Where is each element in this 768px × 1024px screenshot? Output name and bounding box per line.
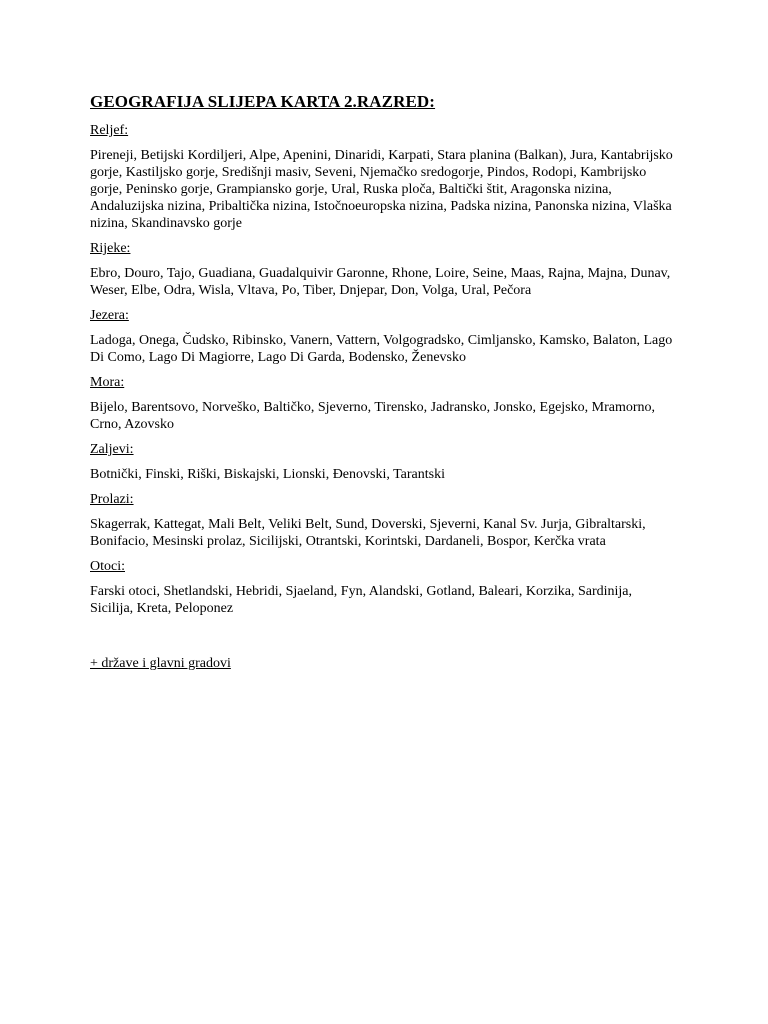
section-body-zaljevi: Botnički, Finski, Riški, Biskajski, Lionski, Đenovski, Tarantski xyxy=(90,467,445,482)
section-heading-zaljevi: Zaljevi: xyxy=(90,442,134,457)
section-heading-mora: Mora: xyxy=(90,375,125,390)
section-heading-otoci: Otoci: xyxy=(90,559,125,574)
section-body-mora: Bijelo, Barentsovo, Norveško, Baltičko, Sjeverno, Tirensko, Jadransko, Jonsko, Egejsko, Mramorno, Crno, Azovsko xyxy=(90,400,656,432)
section-heading-prolazi: Prolazi: xyxy=(90,492,134,507)
section-prolazi xyxy=(90,491,678,550)
section-heading-reljef: Reljef: xyxy=(90,123,129,138)
vertical-spacer xyxy=(90,625,678,655)
section-otoci xyxy=(90,558,678,617)
section-jezera xyxy=(90,307,678,366)
section-body-rijeke: Ebro, Douro, Tajo, Guadiana, Guadalquivir Garonne, Rhone, Loire, Seine, Maas, Rajna, Majna, Dunav, Weser, Elbe, Odra, Wisla, Vltava, Po, Tiber, Dnjepar, Don, Volga, Ural, Pečora xyxy=(90,266,671,298)
section-body-otoci: Farski otoci, Shetlandski, Hebridi, Sjaeland, Fyn, Alandski, Gotland, Baleari, Korzika, Sardinija, Sicilija, Kreta, Peloponez xyxy=(90,584,633,616)
section-heading-rijeke: Rijeke: xyxy=(90,241,131,256)
section-heading-jezera: Jezera: xyxy=(90,308,129,323)
section-reljef xyxy=(90,122,678,232)
section-zaljevi xyxy=(90,441,678,483)
section-body-reljef: Pireneji, Betijski Kordiljeri, Alpe, Apenini, Dinaridi, Karpati, Stara planina (Balkan), Jura, Kantabrijsko gorje, Kastiljsko gorje, Središnji masiv, Seveni, Njemačko sredogorje, Pindos, Rodopi, Kambrijsko gorje, Peninsko gorje, Grampiansko gorje, Ural, Ruska ploča, Baltički štit, Aragonska nizina, Andaluzijska nizina, Pribaltička nizina, Istočnoeuropska nizina, Padska nizina, Panonska nizina, Vlaška nizina, Skandinavsko gorje xyxy=(90,148,673,231)
section-mora xyxy=(90,374,678,433)
document-title: GEOGRAFIJA SLIJEPA KARTA 2.RAZRED: xyxy=(90,92,436,111)
section-rijeke xyxy=(90,240,678,299)
section-body-prolazi: Skagerrak, Kattegat, Mali Belt, Veliki Belt, Sund, Doverski, Sjeverni, Kanal Sv. Jurja, Gibraltarski, Bonifacio, Mesinski prolaz, Sicilijski, Otrantski, Korintski, Dardaneli, Bospor, Kerčka vrata xyxy=(90,517,646,549)
footer-note: + države i glavni gradovi xyxy=(90,656,231,671)
section-body-jezera: Ladoga, Onega, Čudsko, Ribinsko, Vanern, Vattern, Volgogradsko, Cimljansko, Kamsko, Balaton, Lago Di Como, Lago Di Magiorre, Lago Di Garda, Bodensko, Ženevsko xyxy=(90,333,673,365)
document-page xyxy=(90,92,678,672)
